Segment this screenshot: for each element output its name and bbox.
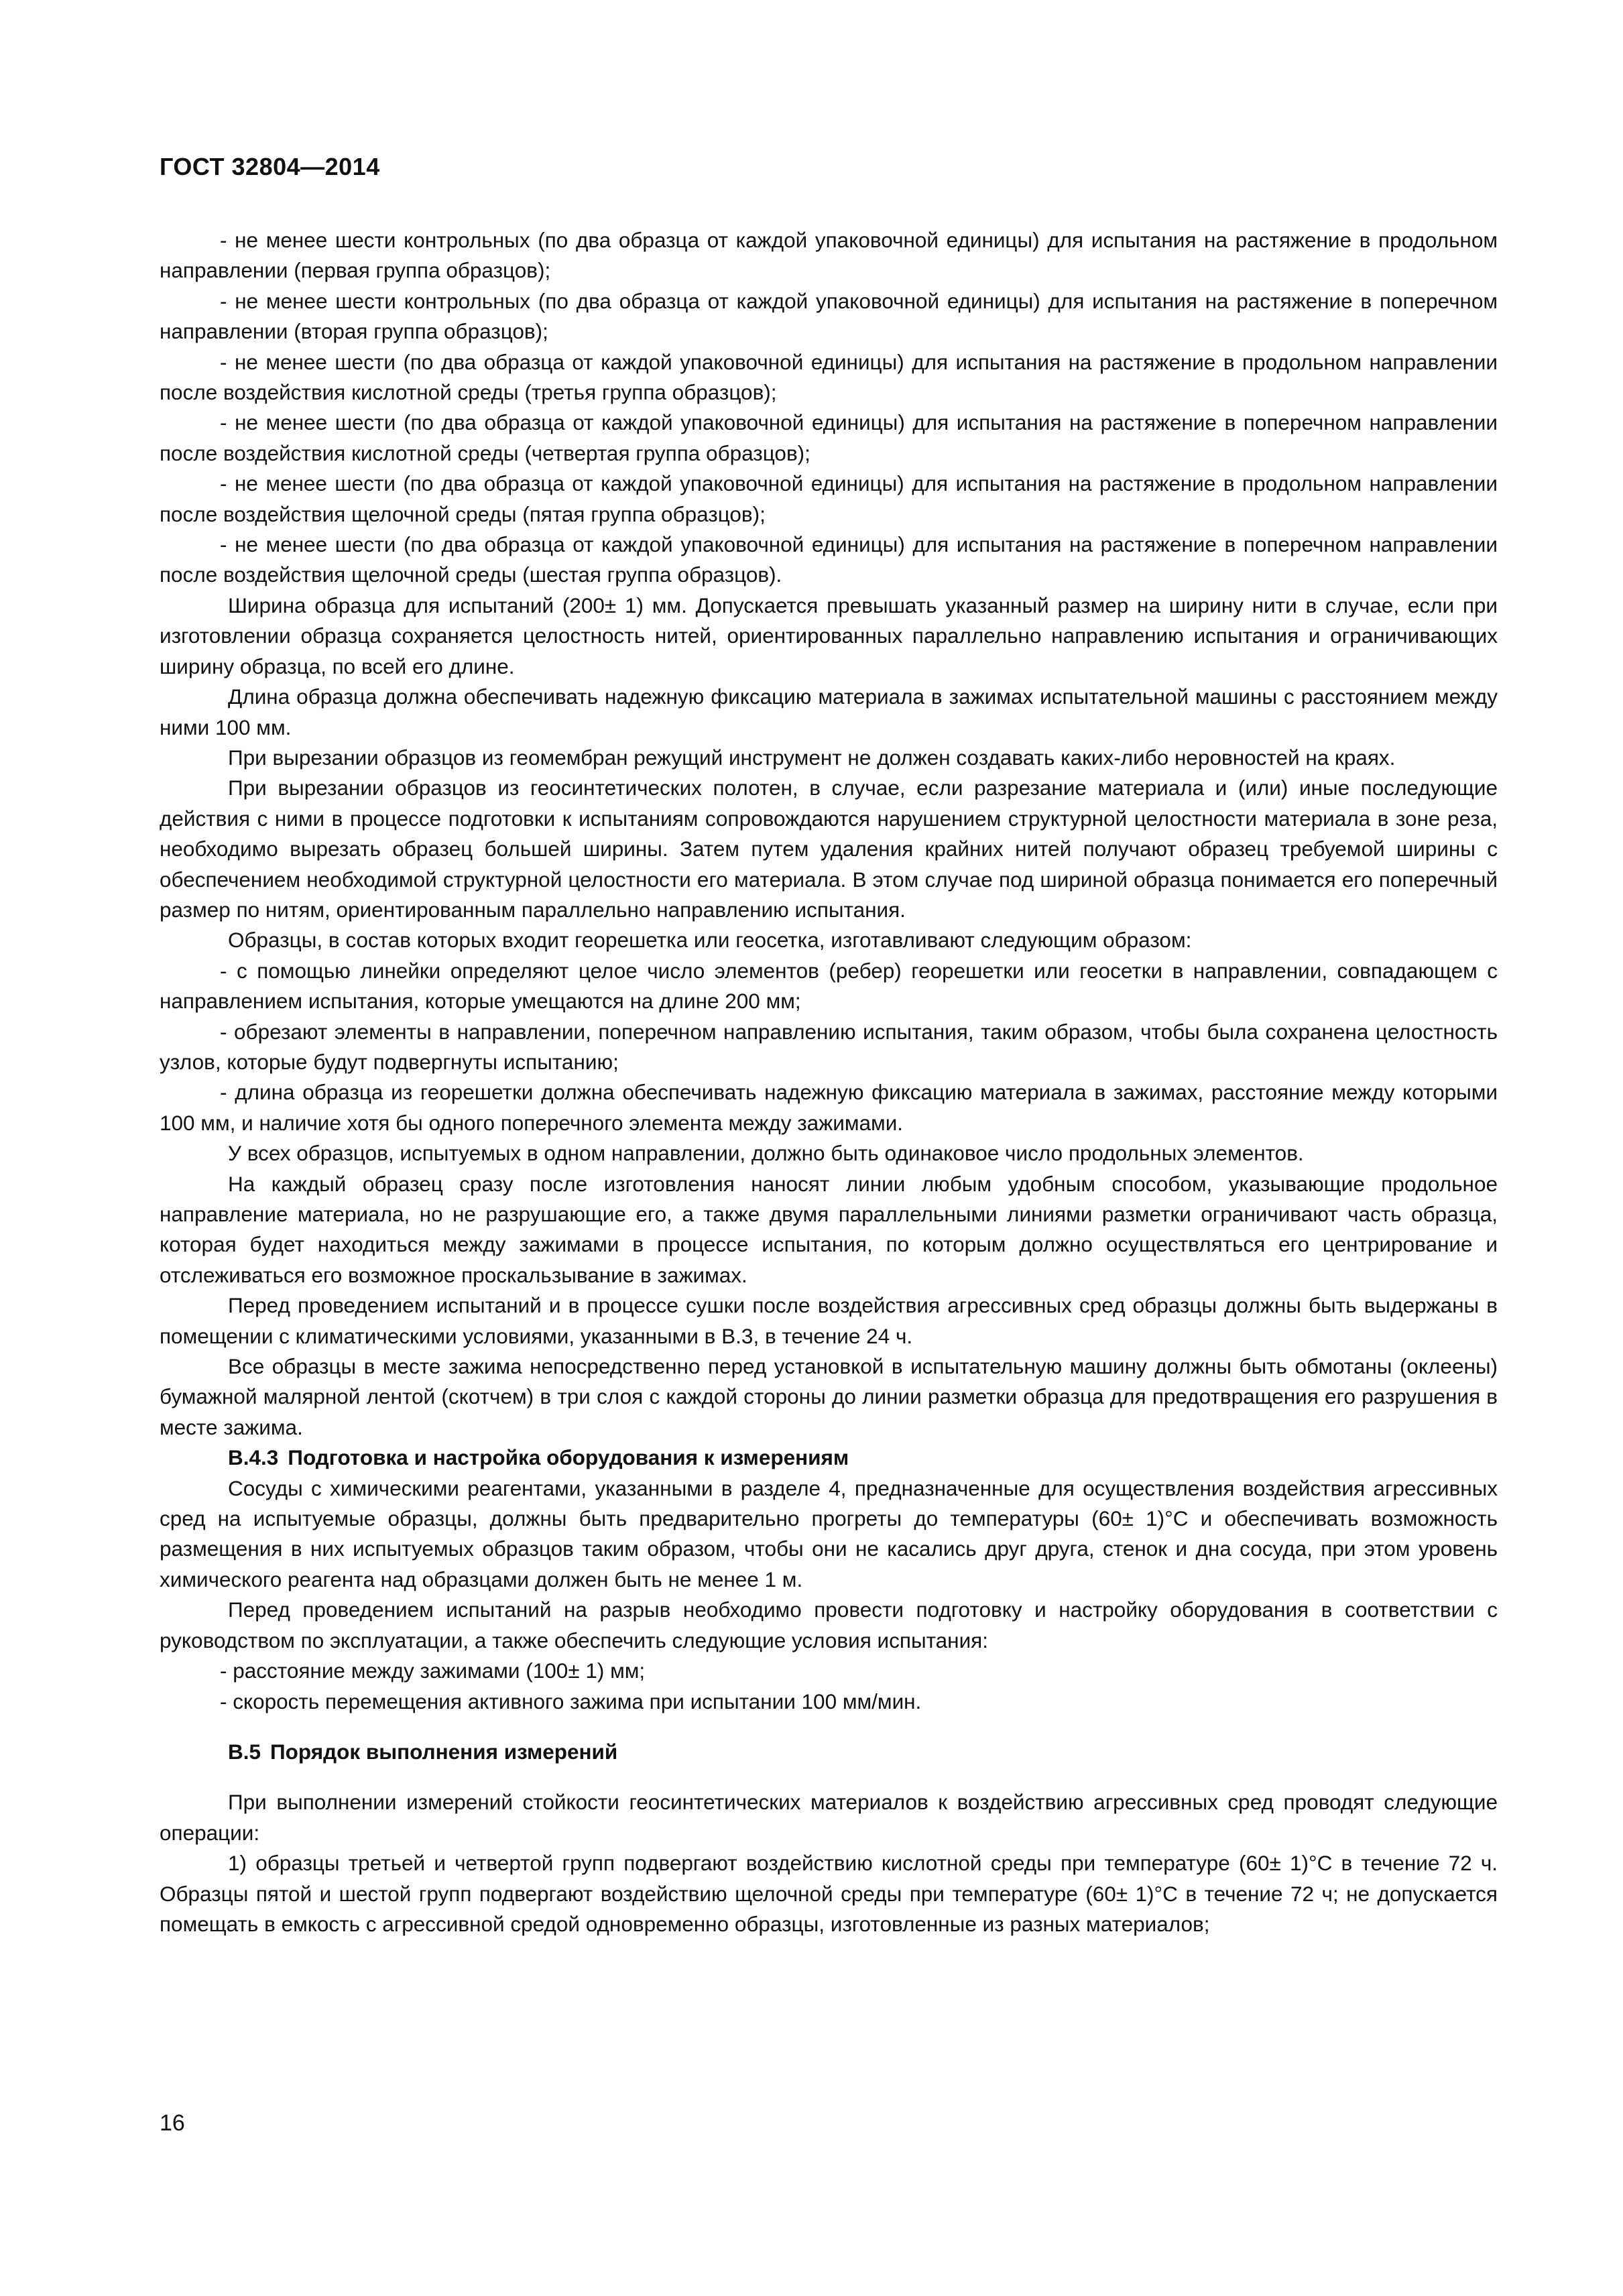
paragraph: Длина образца должна обеспечивать надежную фиксацию материала в зажимах испытательной машины с расстоянием между ними 100 мм. <box>160 684 1498 739</box>
list-item: - не менее шести контрольных (по два образца от каждой упаковочной единицы) для испытания на растяжение в поперечном направлении (вторая группа образцов); <box>160 288 1498 344</box>
document-header: ГОСТ 32804—2014 <box>160 153 380 180</box>
paragraph: Сосуды с химическими реагентами, указанными в разделе 4, предназначенные для осуществления воздействия агрессивных сред на испытуемые образцы, должны быть предварительно прогреты до температуры (60± 1)°С и обеспечивать возможность размещения в них испытуемых образцов таким образом, чтобы они не касались друг друга, стенок и дна сосуда, при этом уровень химического реагента над образцами должен быть не менее 1 м. <box>160 1475 1498 1591</box>
paragraph: Перед проведением испытаний на разрыв необходимо провести подготовку и настройку оборудования в соответствии с руководством по эксплуатации, а также обеспечить следующие условия испытания: <box>160 1597 1498 1652</box>
paragraph: При вырезании образцов из геосинтетических полотен, в случае, если разрезание материала и (или) иные последующие действия с ними в процессе подготовки к испытаниям сопровождаются нарушением структурной целостности материала в зоне реза, необходимо вырезать образец большей ширины. Затем путем удаления крайних нитей получают образец требуемой ширины с обеспечением необходимой структурной целостности его материала. В этом случае под шириной образца понимается его поперечный размер по нитям, ориентированным параллельно направлению испытания. <box>160 776 1498 922</box>
section-number: В.4.3 <box>228 1445 279 1470</box>
list-item: - обрезают элементы в направлении, поперечном направлению испытания, таким образом, чтобы была сохранена целостность узлов, которые будут подвергнуты испытанию; <box>160 1019 1498 1074</box>
document-body <box>160 225 1498 1939</box>
section-number: В.5 <box>228 1739 261 1764</box>
section-heading <box>160 1737 1498 1767</box>
section-heading <box>160 1443 1498 1473</box>
section-title: Порядок выполнения измерений <box>270 1739 618 1764</box>
list-item: - не менее шести (по два образца от каждой упаковочной единицы) для испытания на растяжение в продольном направлении после воздействия кислотной среды (третья группа образцов); <box>160 349 1498 405</box>
list-item: - расстояние между зажимами (100± 1) мм; <box>220 1658 646 1683</box>
list-item: - не менее шести контрольных (по два образца от каждой упаковочной единицы) для испытания на растяжение в продольном направлении (первая группа образцов); <box>160 228 1498 283</box>
paragraph: Все образцы в месте зажима непосредственно перед установкой в испытательную машину должны быть обмотаны (оклеены) бумажной малярной лентой (скотчем) в три слоя с каждой стороны до линии разметки образца для предотвращения его разрушения в месте зажима. <box>160 1354 1498 1439</box>
list-item: - с помощью линейки определяют целое число элементов (ребер) георешетки или геосетки в направлении, совпадающем с направлением испытания, которые умещаются на длине 200 мм; <box>160 958 1498 1014</box>
list-item: - не менее шести (по два образца от каждой упаковочной единицы) для испытания на растяжение в поперечном направлении после воздействия кислотной среды (четвертая группа образцов); <box>160 410 1498 465</box>
list-item: - длина образца из георешетки должна обеспечивать надежную фиксацию материала в зажимах, расстояние между которыми 100 мм, и наличие хотя бы одного поперечного элемента между зажимами. <box>160 1080 1498 1135</box>
section-title: Подготовка и настройка оборудования к измерениям <box>288 1445 849 1470</box>
list-item: - не менее шести (по два образца от каждой упаковочной единицы) для испытания на растяжение в продольном направлении после воздействия щелочной среды (пятая группа образцов); <box>160 471 1498 526</box>
list-item: - скорость перемещения активного зажима при испытании 100 мм/мин. <box>220 1689 922 1713</box>
paragraph: Ширина образца для испытаний (200± 1) мм. Допускается превышать указанный размер на ширину нити в случае, если при изготовлении образца сохраняется целостность нитей, ориентированных параллельно направлению испытания и ограничивающих ширину образца, по всей его длине. <box>160 593 1498 678</box>
paragraph: Образцы, в состав которых входит георешетка или геосетка, изготавливают следующим образом: <box>228 928 1192 953</box>
page-number: 16 <box>160 2110 185 2136</box>
list-item: - не менее шести (по два образца от каждой упаковочной единицы) для испытания на растяжение в поперечном направлении после воздействия щелочной среды (шестая группа образцов). <box>160 532 1498 587</box>
paragraph: Перед проведением испытаний и в процессе сушки после воздействия агрессивных сред образцы должны быть выдержаны в помещении с климатическими условиями, указанными в В.3, в течение 24 ч. <box>160 1293 1498 1348</box>
paragraph: При вырезании образцов из геомембран режущий инструмент не должен создавать каких-либо неровностей на краях. <box>228 745 1396 770</box>
paragraph: На каждый образец сразу после изготовления наносят линии любым удобным способом, указывающие продольное направление материала, но не разрушающие его, а также двумя параллельными линиями разметки ограничивают часть образца, которая будет находиться между зажимами в процессе испытания, по которым должно осуществляться его центрирование и отслеживаться его возможное проскальзывание в зажимах. <box>160 1171 1498 1287</box>
paragraph: У всех образцов, испытуемых в одном направлении, должно быть одинаковое число продольных элементов. <box>228 1141 1304 1166</box>
paragraph: 1) образцы третьей и четвертой групп подвергают воздействию кислотной среды при температуре (60± 1)°С в течение 72 ч. Образцы пятой и шестой групп подвергают воздействию щелочной среды при температуре (60± 1)°С в течение 72 ч; не допускается помещать в емкость с агрессивной средой одновременно образцы, изготовленные из разных материалов; <box>160 1851 1498 1936</box>
paragraph: При выполнении измерений стойкости геосинтетических материалов к воздействию агрессивных сред проводят следующие операции: <box>160 1790 1498 1845</box>
